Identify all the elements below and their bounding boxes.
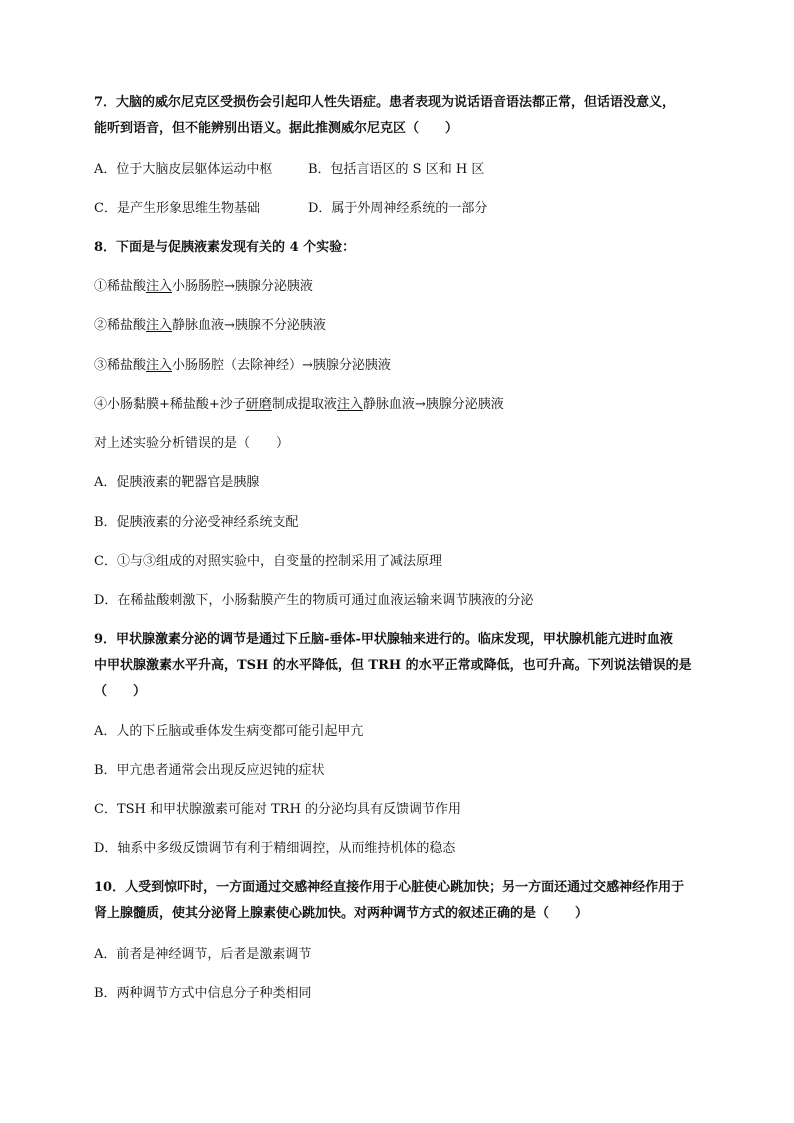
q7-option-d: D．属于外周神经系统的一部分 bbox=[308, 201, 488, 216]
q8-exp2-post: 静脉血液→胰腺不分泌胰液 bbox=[172, 318, 326, 333]
q8-experiment-4 bbox=[94, 397, 704, 413]
q8-question-line: 对上述实验分析错误的是（ ） bbox=[94, 436, 290, 451]
q9-stem-line-2: 中甲状腺激素水平升高，TSH 的水平降低，但 TRH 的水平正常或降低，也可升高。下列说法错误的是 bbox=[94, 658, 692, 673]
q8-exp3-post: 小肠肠腔（去除神经）→胰腺分泌胰液 bbox=[172, 358, 391, 373]
q8-exp3-underline: 注入 bbox=[146, 358, 173, 373]
q8-experiment-2 bbox=[94, 318, 704, 334]
q10-option-b: B．两种调节方式中信息分子种类相同 bbox=[94, 986, 312, 1001]
q8-option-d: D．在稀盐酸刺激下，小肠黏膜产生的物质可通过血液运输来调节胰液的分泌 bbox=[94, 593, 534, 608]
q8-exp1-underline: 注入 bbox=[146, 279, 173, 294]
q9-option-c: C．TSH 和甲状腺激素可能对 TRH 的分泌均具有反馈调节作用 bbox=[94, 802, 462, 817]
q10-option-a: A．前者是神经调节，后者是激素调节 bbox=[94, 947, 312, 962]
q8-exp4-mid: 制成提取液 bbox=[271, 397, 337, 412]
q7-options-row-2 bbox=[94, 201, 704, 217]
q8-stem: 8．下面是与促胰液素发现有关的 4 个实验： bbox=[94, 240, 356, 255]
q8-experiment-3 bbox=[94, 358, 704, 374]
q8-exp2-pre: ②稀盐酸 bbox=[94, 318, 147, 333]
q8-exp4-post: 静脉血液→胰腺分泌胰液 bbox=[362, 397, 504, 412]
q7-stem-line-2: 能听到语音，但不能辨别出语义。据此推测威尔尼克区（ ） bbox=[94, 121, 459, 136]
q8-exp2-underline: 注入 bbox=[146, 318, 173, 333]
q8-option-b: B．促胰液素的分泌受神经系统支配 bbox=[94, 515, 299, 530]
q7-option-a: A．位于大脑皮层躯体运动中枢 bbox=[94, 162, 273, 177]
q10-stem-line-1: 10．人受到惊吓时，一方面通过交感神经直接作用于心脏使心跳加快；另一方面还通过交感神经作用于 bbox=[94, 880, 685, 895]
q8-exp3-pre: ③稀盐酸 bbox=[94, 358, 147, 373]
q8-exp1-post: 小肠肠腔→胰腺分泌胰液 bbox=[172, 279, 313, 294]
q9-option-a: A．人的下丘脑或垂体发生病变都可能引起甲亢 bbox=[94, 724, 364, 739]
q8-option-c: C．①与③组成的对照实验中，自变量的控制采用了减法原理 bbox=[94, 554, 442, 569]
q8-exp4-pre: ④小肠黏膜+稀盐酸+沙子 bbox=[94, 397, 246, 412]
q8-exp4-underline-2: 注入 bbox=[336, 397, 363, 412]
q8-exp4-underline-1: 研磨 bbox=[245, 397, 272, 412]
q8-option-a: A．促胰液素的靶器官是胰腺 bbox=[94, 475, 260, 490]
q8-experiment-1 bbox=[94, 279, 704, 295]
q7-stem-line-1: 7．大脑的威尔尼克区受损伤会引起印人性失语症。患者表现为说话语音语法都正常，但话语没意义， bbox=[94, 95, 676, 110]
q9-stem-line-1: 9．甲状腺激素分泌的调节是通过下丘脑-垂体-甲状腺轴来进行的。临床发现，甲状腺机能亢进时血液 bbox=[94, 632, 673, 647]
q9-option-b: B．甲亢患者通常会出现反应迟钝的症状 bbox=[94, 763, 325, 778]
q9-option-d: D．轴系中多级反馈调节有利于精细调控，从而维持机体的稳态 bbox=[94, 841, 456, 856]
q7-option-b: B．包括言语区的 S 区和 H 区 bbox=[308, 162, 485, 177]
q8-exp1-pre: ①稀盐酸 bbox=[94, 279, 147, 294]
q7-options-row-1 bbox=[94, 162, 704, 178]
q9-stem-line-3: （ ） bbox=[94, 684, 147, 699]
q7-option-c: C．是产生形象思维生物基础 bbox=[94, 201, 260, 216]
q10-stem-line-2: 肾上腺髓质，使其分泌肾上腺素使心跳加快。对两种调节方式的叙述正确的是（ ） bbox=[94, 906, 589, 921]
